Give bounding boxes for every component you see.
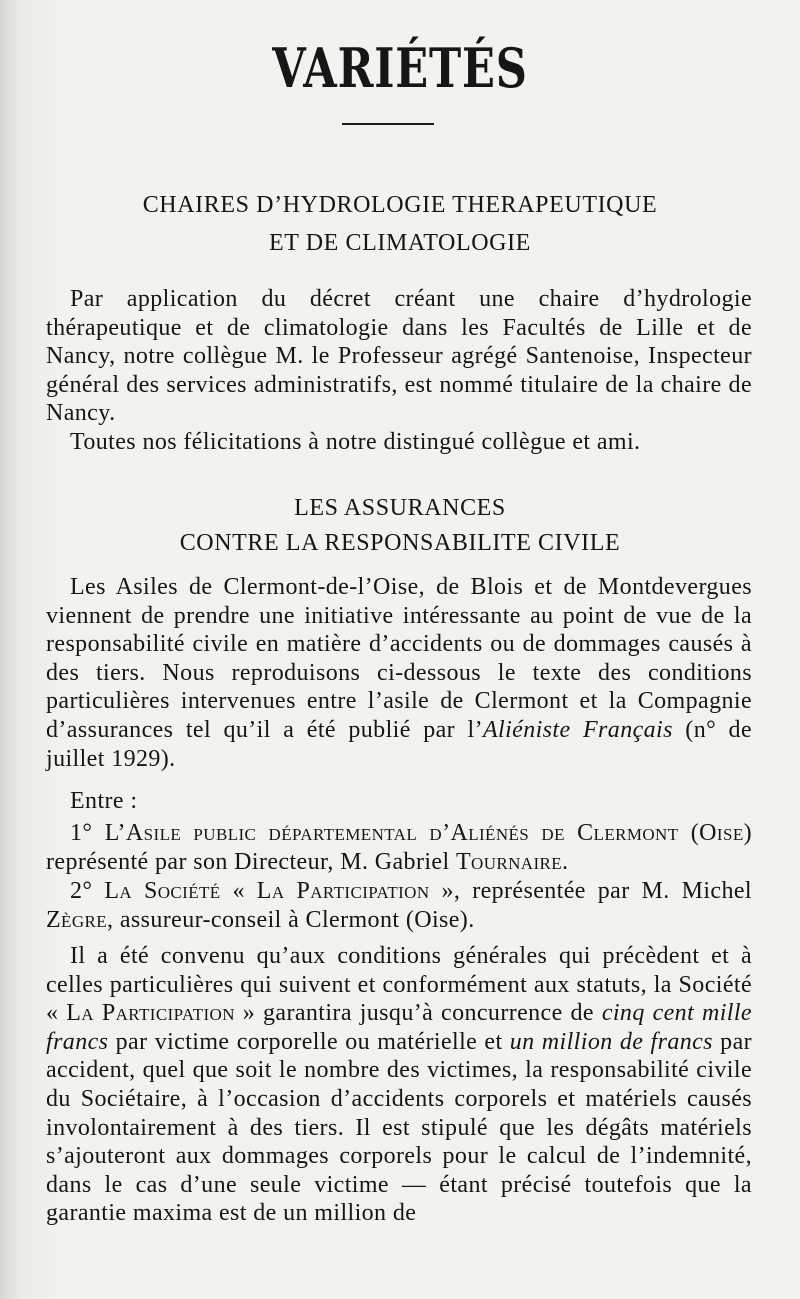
party2-number: 2°	[70, 878, 93, 904]
section2-heading-line1: LES ASSURANCES	[294, 495, 506, 521]
page-title: VARIÉTÉS	[272, 36, 528, 100]
section2-intro	[46, 573, 752, 773]
intro-text-part2: (n° de juillet 1929).	[46, 716, 752, 772]
party2-person: Zègre	[46, 906, 108, 933]
section1-heading-line2: ET DE CLIMATOLOGIE	[269, 230, 531, 256]
agreement-text-part2: » garantira jusqu’à concurrence de	[234, 1000, 602, 1027]
title-divider	[342, 123, 434, 125]
journal-title: Aliéniste Français	[482, 716, 673, 743]
section1-heading-line1: CHAIRES D’HYDROLOGIE THERAPEUTIQUE	[142, 192, 658, 218]
party1-paragraph	[46, 819, 752, 876]
section1-paragraph1: Par application du décret créant une chaire d’hydrologie thérapeutique et de climatologie dans les Facultés de Lille et de Nancy, notre collègue M. le Professeur agrégé Santenoise, Inspecteur général des services administratifs, est nommé titulaire de la chaire de Nancy.	[46, 286, 752, 427]
entre-label: Entre :	[70, 788, 138, 814]
party1-name: L’Asile public départemental d’Aliénés de Clermont (Oise)	[104, 820, 753, 846]
party1-number: 1°	[70, 820, 93, 846]
agreement-amount-per-victim: cinq cent mille francs	[46, 1000, 752, 1055]
agreement-text-part3: par victime corporelle ou matérielle et	[108, 1028, 510, 1055]
intro-text-part1: Les Asiles de Clermont-de-l’Oise, de Blois et de Montdevergues viennent de prendre une initiative intéressante au point de vue de la responsabilité civile en matière d’accidents ou de dommages causés à des tiers. Nous reproduisons ci-dessous le texte des conditions particulières intervenues entre l’asile de Clermont et la Compagnie d’assurances tel qu’il a été publié par l’	[46, 574, 752, 743]
party1-director: Tournaire	[455, 848, 563, 875]
agreement-amount-per-accident: un million de francs	[509, 1028, 713, 1055]
agreement-text-part1: Il a été convenu qu’aux conditions générales qui précèdent et à celles particulières qui suivent et conformément aux statuts, la Société «	[46, 943, 752, 1027]
party1-text: représenté par son Directeur, M. Gabriel	[46, 848, 456, 875]
agreement-paragraph	[46, 942, 752, 1228]
party2-name: La Société « La Participation »	[104, 878, 454, 904]
party2-text: , représentée par M. Michel	[453, 878, 752, 904]
section2-heading-line2: CONTRE LA RESPONSABILITE CIVILE	[179, 530, 621, 556]
agreement-company: La Participation	[66, 1000, 235, 1027]
section1-paragraph2: Toutes nos félicitations à notre distingué collègue et ami.	[70, 429, 641, 455]
party2-paragraph	[46, 877, 752, 934]
agreement-text-part4: par accident, quel que soit le nombre des victimes, la responsabilité civile du Sociétaire, à l’occasion d’accidents corporels et matériels causés involontairement à des tiers. Il est stipulé que les dégâts matériels s’ajouteront aux dommages corporels pour le calcul de l’indemnité, dans le cas d’une seule victime — étant précisé toutefois que la garantie maxima est de un million de	[46, 1028, 753, 1227]
party2-end: , assureur-conseil à Clermont (Oise).	[107, 906, 475, 933]
party1-end: .	[562, 848, 569, 875]
